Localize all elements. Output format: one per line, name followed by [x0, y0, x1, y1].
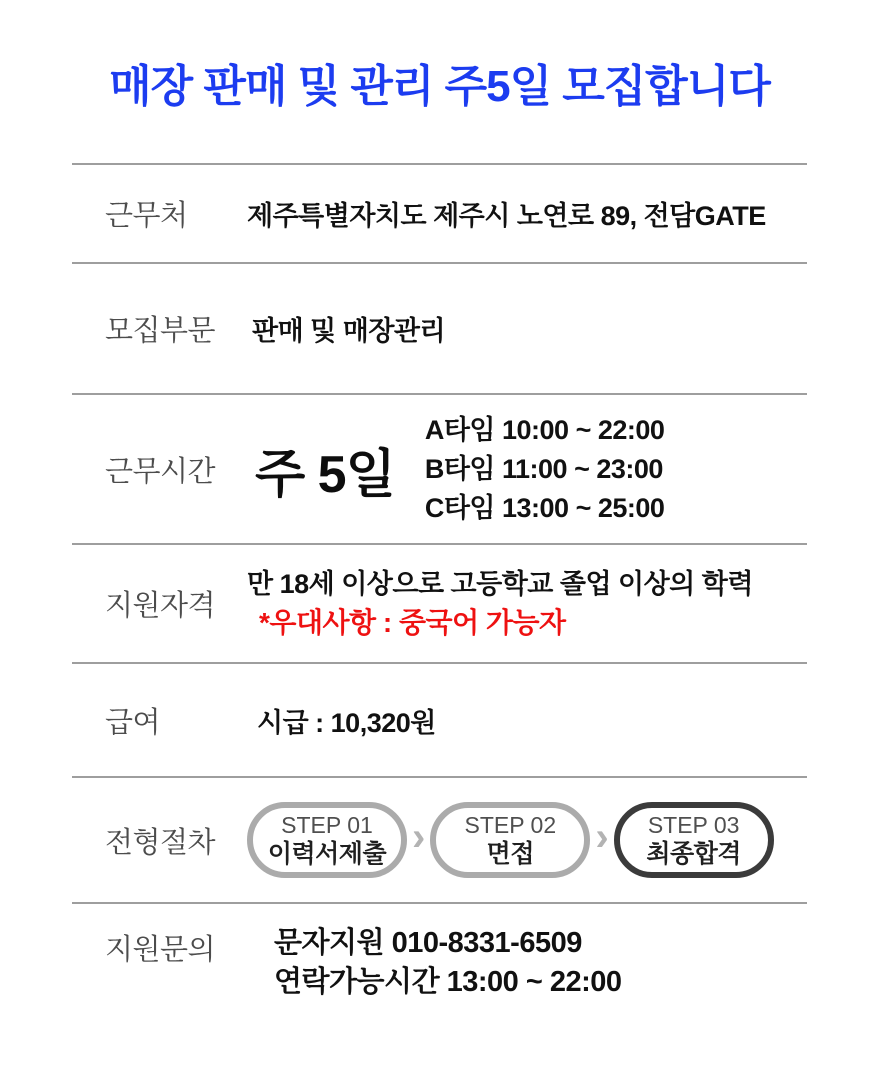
- shift-b: B타임 11:00 ~ 23:00: [424, 453, 663, 484]
- position-label: 모집부문: [105, 315, 216, 347]
- shift-a: A타임 10:00 ~ 22:00: [424, 414, 665, 445]
- row-position: [72, 262, 807, 393]
- page-title: 매장 판매 및 관리 주5일 모집합니다: [109, 61, 770, 111]
- row-qualification: [72, 543, 807, 662]
- qualification-value: [247, 565, 753, 643]
- row-pay: [72, 662, 807, 776]
- step-2-name: 면접: [486, 839, 534, 868]
- shift-c: C타임 13:00 ~ 25:00: [424, 492, 665, 523]
- position-value: 판매 및 매장관리: [252, 316, 446, 346]
- pay-value: 시급 : 10,320원: [257, 707, 436, 738]
- qualification-preferred: *우대사항 : 중국어 가능자: [259, 606, 566, 638]
- step-3-name: 최종합격: [646, 839, 741, 868]
- pay-label: 급여: [105, 706, 161, 739]
- hours-value: [247, 411, 664, 528]
- step-badge-1: [247, 802, 407, 878]
- hours-label: 근무시간: [105, 455, 216, 488]
- contact-value: [247, 924, 622, 1002]
- step-badge-2: [430, 802, 590, 878]
- contact-available-time: 연락가능시간 13:00 ~ 22:00: [274, 966, 622, 998]
- contact-phone: 문자지원 010-8331-6509: [274, 927, 582, 959]
- step-1-number: STEP 01: [281, 811, 373, 838]
- qualification-label: 지원자격: [105, 590, 216, 622]
- contact-label: 지원문의: [105, 934, 216, 966]
- step-badge-3-final: [614, 802, 774, 878]
- row-workplace: [72, 163, 807, 262]
- title-section: [72, 0, 807, 163]
- row-hours: [72, 393, 807, 543]
- workplace-value: 제주특별자치도 제주시 노연로 89, 전담GATE: [247, 201, 766, 231]
- process-label: 전형절차: [105, 826, 216, 859]
- row-contact: [72, 902, 807, 1069]
- workplace-label: 근무처: [105, 200, 188, 232]
- row-process: [72, 776, 807, 902]
- step-2-number: STEP 02: [464, 811, 557, 838]
- step-3-number: STEP 03: [647, 811, 740, 838]
- process-steps: [247, 802, 774, 878]
- qualification-requirement: 만 18세 이상으로 고등학교 졸업 이상의 학력: [247, 568, 753, 599]
- chevron-right-icon: ›: [412, 815, 426, 859]
- job-posting-flyer: [72, 0, 807, 1069]
- hours-main-value: 주 5일: [255, 445, 395, 504]
- step-1-name: 이력서제출: [267, 839, 387, 868]
- shift-list: [425, 411, 665, 528]
- chevron-right-icon: ›: [595, 815, 609, 859]
